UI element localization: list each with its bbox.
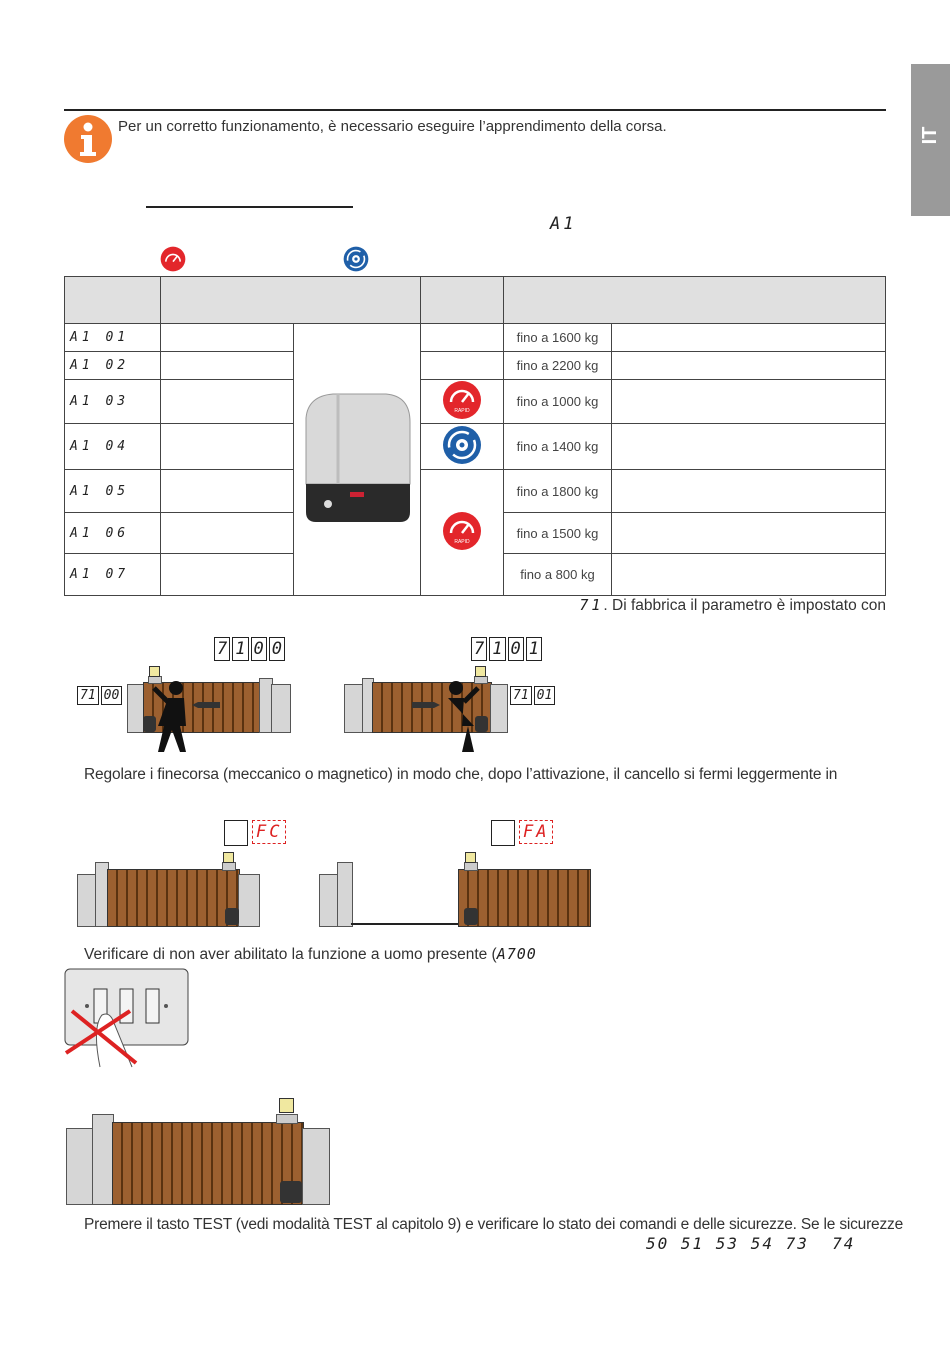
rapid-gauge-icon <box>160 246 186 277</box>
header-cell <box>420 277 503 324</box>
model-code: A1 01 <box>65 324 161 352</box>
gate-post <box>337 862 353 927</box>
model-table <box>64 276 886 596</box>
table-row <box>65 380 886 424</box>
model-code: A1 05 <box>65 470 161 513</box>
empty-cell <box>160 424 293 470</box>
empty-cell <box>612 352 886 380</box>
section-rule <box>64 109 886 111</box>
dead-man-paragraph <box>84 945 537 964</box>
header-cell <box>160 277 420 324</box>
language-tab-label: IT <box>919 126 941 145</box>
gate-post <box>77 874 97 927</box>
flashing-lamp-icon <box>465 852 476 863</box>
empty-cell <box>612 513 886 554</box>
lamp-base <box>222 862 236 871</box>
table-row <box>65 424 886 470</box>
weight-cell: fino a 1800 kg <box>503 470 612 513</box>
weight-cell: fino a 2200 kg <box>503 352 612 380</box>
rapid-cell <box>420 470 503 596</box>
model-code: A1 06 <box>65 513 161 554</box>
info-icon <box>64 115 112 163</box>
weight-cell: fino a 1500 kg <box>503 513 612 554</box>
gate-motor-icon <box>225 908 239 925</box>
rapid-cell <box>420 380 503 424</box>
wall-switch-crossed-icon <box>62 967 192 1071</box>
display-fa-blinking: FA <box>519 820 553 844</box>
empty-cell <box>160 352 293 380</box>
display-7100-small: 71 00 <box>77 686 124 705</box>
empty-cell <box>160 554 293 596</box>
rapid-gauge-icon <box>442 380 482 420</box>
empty-cell <box>160 513 293 554</box>
gate-rail <box>351 923 458 925</box>
display-blank <box>224 820 248 846</box>
header-cell <box>503 277 885 324</box>
weight-cell: fino a 1000 kg <box>503 380 612 424</box>
table-row <box>65 324 886 352</box>
limit-switch-paragraph: Regolare i finecorsa (meccanico o magnetico) in modo che, dopo l’attivazione, il cancello si fermi leggermente in <box>84 766 838 783</box>
sliding-gate-closed <box>112 1122 304 1205</box>
display-fc-blinking: FC <box>252 820 286 844</box>
gate-post <box>92 1114 114 1205</box>
gate-post <box>271 684 291 733</box>
language-tab <box>911 64 950 216</box>
empty-cell <box>612 380 886 424</box>
gate-post <box>238 874 260 927</box>
flashing-lamp-icon <box>149 666 160 677</box>
test-paragraph: Premere il tasto TEST (vedi modalità TEST al capitolo 9) e verificare lo stato dei comandi e delle sicurezze. Se le sicurezze <box>84 1216 903 1233</box>
table-row <box>65 352 886 380</box>
gate-motor-icon <box>464 908 478 925</box>
display-blank <box>491 820 515 846</box>
empty-cell <box>612 554 886 596</box>
lamp-base <box>464 862 478 871</box>
person-pushing-icon <box>150 680 222 754</box>
dead-man-text: Verificare di non aver abilitato la funzione a uomo presente ( <box>84 946 497 963</box>
gate-post <box>490 684 508 733</box>
gate-motor-icon <box>280 1181 302 1203</box>
model-code: A1 07 <box>65 554 161 596</box>
sync-cell <box>420 424 503 470</box>
empty-cell <box>160 470 293 513</box>
param-code-a1: A1 <box>550 214 577 234</box>
motor-photo-cell <box>293 324 420 596</box>
empty-cell <box>420 324 503 352</box>
sync-gear-icon <box>343 246 369 277</box>
lamp-base <box>276 1114 298 1124</box>
weight-cell: fino a 1400 kg <box>503 424 612 470</box>
empty-cell <box>612 470 886 513</box>
factory-text: . Di fabbrica il parametro è impostato con <box>603 597 886 614</box>
display-7100-large: 7 1 0 0 <box>214 637 287 661</box>
empty-cell <box>160 324 293 352</box>
model-code: A1 03 <box>65 380 161 424</box>
display-7101-small: 71 01 <box>510 686 557 705</box>
gate-post <box>319 874 339 927</box>
display-7101-large: 7 1 0 1 <box>471 637 544 661</box>
flashing-lamp-icon <box>223 852 234 863</box>
factory-setting-line <box>579 596 886 615</box>
factory-code: 71 <box>579 596 604 614</box>
sync-gear-icon <box>442 425 482 465</box>
model-code: A1 04 <box>65 424 161 470</box>
empty-cell <box>612 324 886 352</box>
flashing-lamp-icon <box>279 1098 294 1113</box>
model-code: A1 02 <box>65 352 161 380</box>
flashing-lamp-icon <box>475 666 486 677</box>
gate-post <box>344 684 364 733</box>
empty-cell <box>612 424 886 470</box>
heading-underline <box>146 206 353 208</box>
gate-motor-image <box>298 388 416 528</box>
info-note: Per un corretto funzionamento, è necessario eseguire l’apprendimento della corsa. <box>118 118 667 135</box>
weight-cell: fino a 800 kg <box>503 554 612 596</box>
table-header-row <box>65 277 886 324</box>
sliding-gate-closed <box>107 869 240 927</box>
empty-cell <box>160 380 293 424</box>
person-pushing-icon <box>410 680 482 754</box>
svg-text:RAPID: RAPID <box>453 408 470 414</box>
gate-post <box>66 1128 94 1205</box>
empty-cell <box>420 352 503 380</box>
rapid-gauge-icon <box>442 511 482 551</box>
table-row <box>65 470 886 513</box>
gate-post <box>302 1128 330 1205</box>
dead-man-code: A700 <box>496 945 537 963</box>
weight-cell: fino a 1600 kg <box>503 324 612 352</box>
svg-text:RAPID: RAPID <box>453 539 470 545</box>
safety-codes: 50 51 53 54 73 74 <box>646 1234 856 1253</box>
header-cell <box>65 277 161 324</box>
